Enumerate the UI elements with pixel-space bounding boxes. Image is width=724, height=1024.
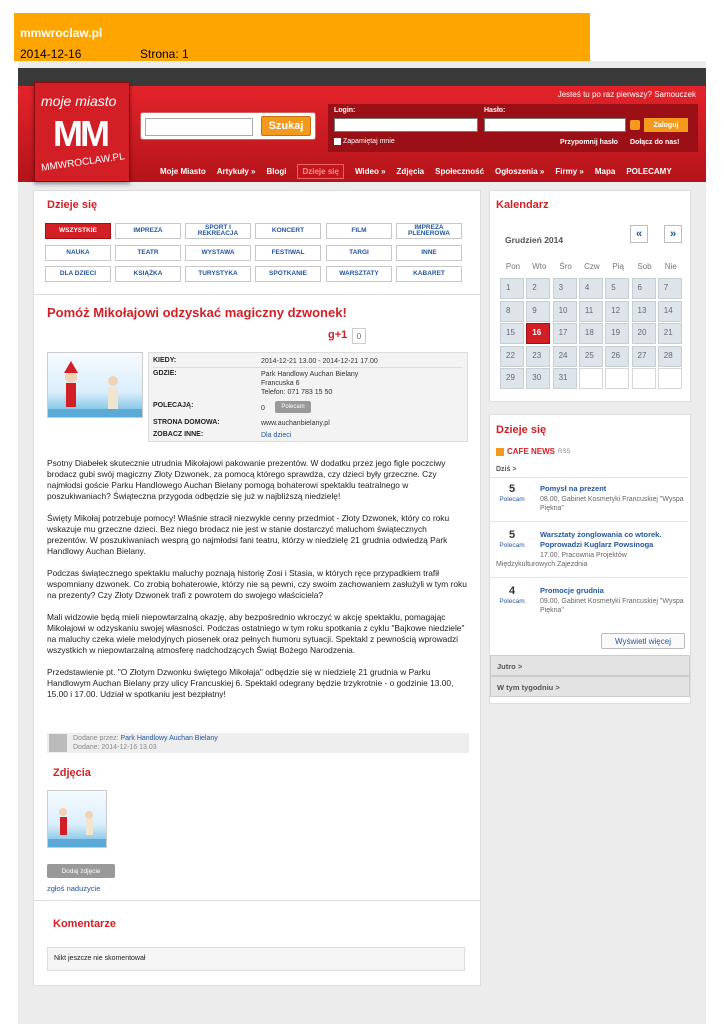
calendar-day[interactable]: 8: [500, 301, 524, 322]
tomorrow-link[interactable]: Jutro >: [490, 655, 690, 676]
category-button[interactable]: SPORT I REKREACJA: [185, 223, 251, 239]
paragraph: Psotny Diabełek skutecznie utrudnia Mikołajowi pakowanie prezentów. W dodatku przez jego figle poczciwy brodacz gubi swój magiczny Złoty Dzwonek, za pomocą którego sprawdza, czy dzieci były grzeczne. Czy najmłodsi goście Parku Handlowego Auchan Bielany pomogą bohaterowi spektaklu teatralnego w poszukiwaniach? Świąteczna przygoda odbędzie się już w najbliższą niedzielę!: [47, 458, 446, 501]
nav-moje-miasto[interactable]: Moje Miasto: [160, 166, 206, 176]
calendar-day[interactable]: 17: [553, 323, 577, 344]
category-button[interactable]: KABARET: [396, 266, 462, 282]
event-info: 08.00, Gabinet Kosmetyki Francuskiej "Wyspa: [540, 496, 684, 503]
login-label: Login:: [334, 107, 356, 114]
weekday-label: Wto: [532, 262, 547, 271]
calendar-day[interactable]: 27: [632, 346, 656, 367]
www-value[interactable]: www.auchanbielany.pl: [261, 420, 330, 427]
calendar-day[interactable]: 25: [579, 346, 603, 367]
category-button[interactable]: KONCERT: [255, 223, 321, 239]
calendar-day[interactable]: 22: [500, 346, 524, 367]
category-button[interactable]: WYSTAWA: [185, 245, 251, 261]
calendar-day[interactable]: 21: [658, 323, 682, 344]
puppet-thumbnail: [48, 791, 107, 848]
photo-thumbnail[interactable]: [47, 790, 107, 848]
remember-label: Zapamiętaj mnie: [343, 138, 395, 145]
calendar-day[interactable]: 9: [526, 301, 550, 322]
nav-firmy[interactable]: Firmy »: [555, 166, 584, 176]
paragraph: Mali widzowie będą mieli niepowtarzalną okazję, aby bezpośrednio wkroczyć w akcję spektaklu, pomagając Mikołajowi w odzyskaniu swojej własności. Podczas ostatniego w tym roku spotkania z cyklu "Bajkowe niedziele" na maluchy czeka wiele melodyjnych piosenek oraz pełnych humoru sytuacji. Spektakl z pewnością wprowadzi wszystkich w niepowtarzalną atmosferę nadchodzących Świąt Bożego Narodzenia.: [47, 612, 465, 655]
login-button[interactable]: Zaloguj: [644, 118, 688, 132]
category-button[interactable]: TEATR: [115, 245, 181, 261]
comments-title: Komentarze: [53, 918, 116, 930]
rss-icon[interactable]: RSS: [558, 448, 571, 455]
site-header: [18, 86, 706, 182]
category-button[interactable]: TARGI: [326, 245, 392, 261]
login-box: [328, 104, 698, 152]
calendar-day[interactable]: 30: [526, 368, 550, 389]
prev-month-button[interactable]: «: [630, 225, 648, 243]
calendar-day[interactable]: 3: [553, 278, 577, 299]
calendar-empty-cell: [658, 368, 682, 389]
report-abuse-link[interactable]: zgłoś nadużycie: [47, 884, 101, 893]
weekday-label: Pon: [505, 262, 521, 271]
cafe-icon: [496, 448, 504, 456]
gplus-count: 0: [352, 328, 366, 344]
calendar-day[interactable]: 5: [605, 278, 629, 299]
recommend-button[interactable]: Polecam: [275, 401, 311, 413]
calendar-day[interactable]: 26: [605, 346, 629, 367]
nav-blogi[interactable]: Blogi: [266, 166, 287, 176]
cafe-label: CAFE NEWS: [507, 447, 555, 456]
event-name-line2[interactable]: Poprowadzi Kuglarz Powsinoga: [540, 540, 654, 549]
divider: [490, 577, 688, 578]
today-link[interactable]: Dziś >: [496, 466, 517, 473]
calendar-title: Kalendarz: [496, 199, 549, 211]
print-date: 2014-12-16: [20, 47, 82, 61]
calendar-day[interactable]: 10: [553, 301, 577, 322]
avatar: [49, 734, 67, 752]
puppet-illustration: [48, 353, 143, 418]
weekday-label: Czw: [584, 262, 600, 271]
nav-wideo[interactable]: Wideo »: [354, 166, 386, 176]
article-title: Pomóż Mikołajowi odzyskać magiczny dzwonek!: [47, 305, 347, 320]
article-body: [47, 458, 469, 711]
cafe-news[interactable]: [496, 447, 570, 456]
see-more-label: ZOBACZ INNE:: [153, 431, 204, 438]
nav-polecamy[interactable]: POLECAMY: [626, 166, 672, 176]
calendar-day[interactable]: 15: [500, 323, 524, 344]
calendar-day[interactable]: 7: [658, 278, 682, 299]
added-on: Dodane: 2014-12-16 13.03: [73, 744, 157, 751]
event-image[interactable]: [47, 352, 143, 418]
divider: [490, 521, 688, 522]
calendar-day[interactable]: 2: [526, 278, 550, 299]
when-label: KIEDY:: [153, 357, 177, 364]
page-number: Strona: 1: [140, 47, 189, 61]
row-divider: [153, 367, 463, 368]
calendar-day[interactable]: 23: [526, 346, 550, 367]
category-button[interactable]: KSIĄŻKA: [115, 266, 181, 282]
nav-mapa[interactable]: Mapa: [594, 166, 616, 176]
category-button[interactable]: SPOTKANIE: [255, 266, 321, 282]
added-by-box: [47, 733, 469, 753]
login-input[interactable]: [334, 118, 478, 132]
calendar-day[interactable]: 28: [658, 346, 682, 367]
divider: [33, 900, 481, 901]
calendar-day[interactable]: 4: [579, 278, 603, 299]
event-info: 09.00, Gabinet Kosmetyki Francuskiej "Wyspa: [540, 598, 684, 605]
weekday-label: Pią: [612, 262, 624, 271]
category-button[interactable]: WSZYSTKIE: [45, 223, 111, 239]
calendar-day[interactable]: 29: [500, 368, 524, 389]
event-name[interactable]: Promocje grudnia: [540, 586, 604, 595]
event-details: [148, 352, 468, 442]
site-name: mmwroclaw.pl: [20, 26, 103, 40]
event-info: Piękna": [540, 505, 564, 512]
event-rec-count: 5: [508, 529, 516, 541]
recommend-count: 0: [261, 405, 265, 412]
category-button[interactable]: FILM: [326, 223, 392, 239]
calendar-day[interactable]: 31: [553, 368, 577, 389]
calendar-day[interactable]: 6: [632, 278, 656, 299]
added-by: [73, 735, 218, 742]
search-input[interactable]: [145, 118, 253, 136]
recommend-label: POLECAJĄ:: [153, 402, 194, 409]
weekday-label: Śro: [559, 262, 572, 271]
category-button[interactable]: TURYSTYKA: [185, 266, 251, 282]
tutorial-link[interactable]: Jesteś tu po raz pierwszy? Samouczek: [557, 90, 696, 99]
main-nav: [154, 160, 672, 182]
event-rec-count: 4: [508, 585, 516, 597]
event-recommend-link[interactable]: Polecam: [499, 598, 525, 605]
added-by-label: Dodane przez:: [73, 735, 119, 742]
www-label: STRONA DOMOWA:: [153, 419, 220, 426]
password-label: Hasło:: [484, 107, 506, 114]
category-button[interactable]: IMPREZA: [115, 223, 181, 239]
paragraph: Podczas świątecznego spektaklu maluchy poznają historię Zosi i Stasia, w których ręce przypadkiem trafił wspomniany dzwonek. Co zrobią bohaterowie, którzy nie są pewni, czy swoim zachowaniem zasłużyli w tym roku na prezenty? Czy Złoty Dzwonek trafi z powrotem do swojego właściciela?: [47, 568, 467, 600]
nav-zdjecia[interactable]: Zdjęcia: [396, 166, 425, 176]
where-phone: Telefon: 071 783 15 50: [261, 389, 333, 396]
next-month-button[interactable]: »: [664, 225, 682, 243]
remind-password-link[interactable]: Przypomnij hasło: [560, 139, 618, 146]
paragraph: Przedstawienie pt. "O Złotym Dzwonku świętego Mikołaja" odbędzie się w niedzielę 21 grudnia w Parku Handlowym Auchan Bielany przy ulicy Francuskiej 6. Spektakl odegrany będzie trzykrotnie - o godzinie 13.00, 15.00 i 17.00. Udział w spotkaniu jest bezpłatny!: [47, 667, 454, 699]
see-more-link[interactable]: Dla dzieci: [261, 432, 292, 439]
event-name[interactable]: Pomysł na prezent: [540, 484, 607, 493]
event-name[interactable]: Warsztaty żonglowania co wtorek.: [540, 530, 662, 539]
category-button[interactable]: DLA DZIECI: [45, 266, 111, 282]
gplus-button[interactable]: g+1: [328, 329, 348, 341]
calendar-empty-cell: [579, 368, 603, 389]
remember-checkbox[interactable]: [334, 138, 341, 145]
weekday-label: Sob: [637, 262, 652, 271]
remember-me[interactable]: [334, 138, 395, 145]
nav-spolecznosc[interactable]: Społeczność: [435, 166, 485, 176]
add-photo-button[interactable]: Dodaj zdjęcie: [47, 864, 115, 878]
where-name: Park Handlowy Auchan Bielany: [261, 371, 359, 378]
print-header: [14, 13, 590, 61]
logo-line2: MMWROCLAW.PL: [40, 151, 126, 174]
category-button[interactable]: IMPREZA PLENEROWA: [396, 223, 462, 239]
nav-artykuly[interactable]: Artykuły »: [216, 166, 256, 176]
calendar-empty-cell: [605, 368, 629, 389]
calendar-day[interactable]: 12: [605, 301, 629, 322]
logo-mm: MM: [53, 113, 107, 154]
event-info: Międzykulturowych Zajezdnia: [496, 561, 588, 568]
calendar-day[interactable]: 24: [553, 346, 577, 367]
divider: [33, 294, 481, 295]
logo-line1: moje miasto: [41, 93, 117, 109]
search-button[interactable]: Szukaj: [261, 116, 311, 136]
category-button[interactable]: NAUKA: [45, 245, 111, 261]
password-input[interactable]: [484, 118, 626, 132]
category-button[interactable]: FESTIWAL: [255, 245, 321, 261]
events-title: Dzieje się: [47, 199, 98, 211]
calendar-day[interactable]: 19: [605, 323, 629, 344]
calendar-empty-cell: [632, 368, 656, 389]
nav-ogloszenia[interactable]: Ogłoszenia »: [495, 166, 545, 176]
search-box: [140, 112, 316, 140]
event-rec-count: 5: [508, 483, 516, 495]
calendar-month: Grudzień 2014: [505, 235, 564, 245]
paragraph: Święty Mikołaj potrzebuje pomocy! Właśnie stracił niezwykle cenny przedmiot - Złoty Dzwonek, który co roku wskazuje mu grzeczne dzieci. Bez niego brodacz nie jest w stanie dostarczyć maluchom świątecznych prezentów. W poszukiwaniach wesprą go najmłodsi fani teatru, którzy w niedzielę 21 grudnia odwiedzą Park Handlowy Auchan Bielany.: [47, 513, 450, 556]
event-recommend-link[interactable]: Polecam: [499, 496, 525, 503]
no-comments: Nikt jeszcze nie skomentował: [47, 947, 465, 971]
calendar-day[interactable]: 11: [579, 301, 603, 322]
when-value: 2014-12-21 13.00 - 2014-12-21 17.00: [261, 358, 378, 365]
calendar-day[interactable]: 18: [579, 323, 603, 344]
calendar-day[interactable]: 20: [632, 323, 656, 344]
event-info: Piękna": [540, 607, 564, 614]
calendar-day[interactable]: 16: [526, 323, 550, 344]
where-street: Francuska 6: [261, 380, 300, 387]
calendar-day[interactable]: 13: [632, 301, 656, 322]
calendar-day[interactable]: 1: [500, 278, 524, 299]
category-button[interactable]: WARSZTATY: [326, 266, 392, 282]
added-by-link[interactable]: Park Handlowy Auchan Bielany: [120, 735, 218, 742]
category-button[interactable]: INNE: [396, 245, 462, 261]
this-week-link[interactable]: W tym tygodniu >: [490, 676, 690, 697]
lock-icon: [630, 120, 640, 130]
event-recommend-link[interactable]: Polecam: [499, 542, 525, 549]
show-more-button[interactable]: Wyświetl więcej: [601, 633, 685, 649]
nav-dzieje-sie[interactable]: Dzieje się: [297, 164, 343, 179]
site-logo[interactable]: [34, 82, 130, 182]
calendar-day[interactable]: 14: [658, 301, 682, 322]
weekday-label: Nie: [664, 262, 677, 271]
event-info: 17.00, Pracownia Projektów: [540, 552, 627, 559]
divider: [490, 477, 688, 478]
join-link[interactable]: Dołącz do nas!: [630, 139, 680, 146]
photos-title: Zdjęcia: [53, 767, 91, 779]
where-label: GDZIE:: [153, 370, 177, 377]
sidebar-events-title: Dzieje się: [496, 424, 547, 436]
